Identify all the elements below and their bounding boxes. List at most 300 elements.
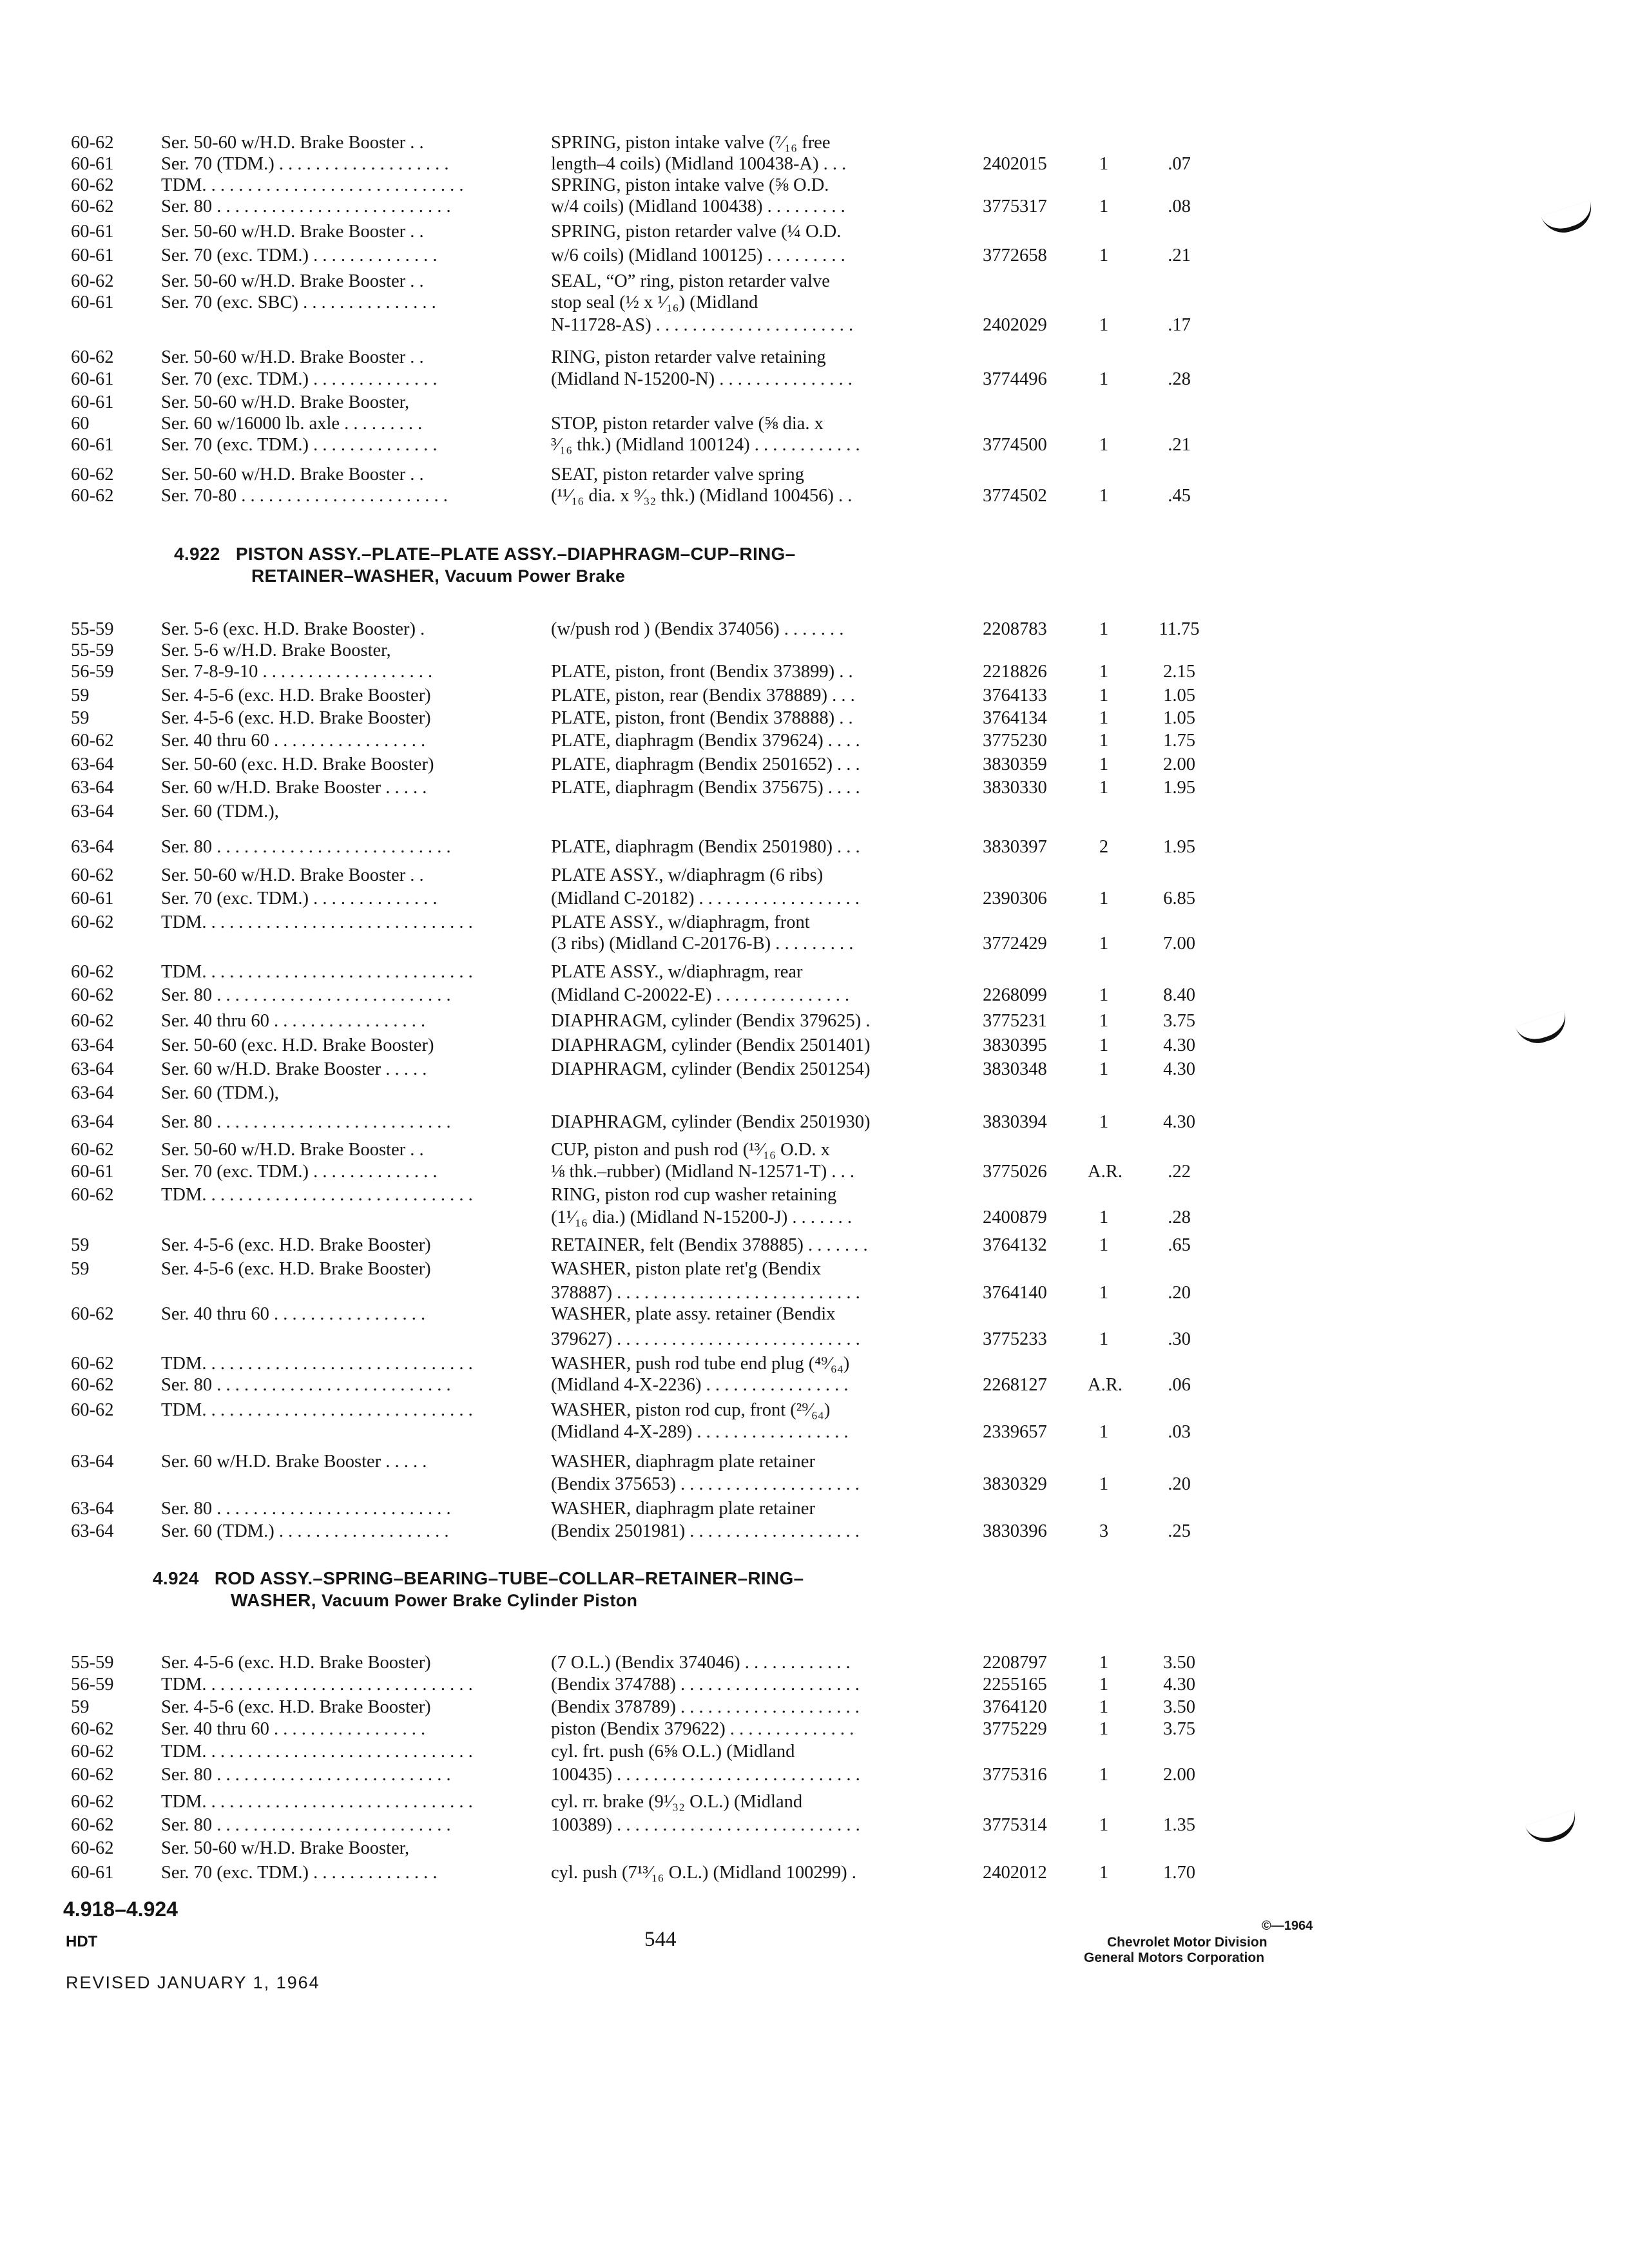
applicability-cell: TDM. . . . . . . . . . . . . . . . . . . . . . . . . . . . . . (161, 1792, 473, 1812)
years-cell: 60-62 (71, 1011, 114, 1031)
price-cell: .30 (1168, 1329, 1191, 1349)
years-cell: 55-59 (71, 640, 114, 660)
description-cell: DIAPHRAGM, cylinder (Bendix 379625) . (551, 1011, 871, 1031)
quantity-cell: 1 (1099, 245, 1109, 265)
years-cell: 60-61 (71, 392, 114, 412)
price-cell: .28 (1168, 369, 1191, 389)
applicability-cell: Ser. 70 (exc. TDM.) . . . . . . . . . . . . . . (161, 1863, 438, 1883)
section-title-line2: RETAINER–WASHER, (251, 566, 440, 586)
years-cell: 60-61 (71, 1162, 114, 1182)
description-cell: DIAPHRAGM, cylinder (Bendix 2501254) (551, 1059, 871, 1079)
quantity-cell: 1 (1099, 1863, 1109, 1883)
applicability-cell: Ser. 70 (exc. SBC) . . . . . . . . . . . . . . . (161, 293, 436, 312)
years-cell: 60-62 (71, 133, 114, 153)
years-cell: 60-61 (71, 369, 114, 389)
years-cell: 56-59 (71, 662, 114, 682)
price-cell: 2.00 (1163, 754, 1195, 774)
quantity-cell: 1 (1099, 778, 1109, 798)
description-cell: PLATE, piston, front (Bendix 373899) . . (551, 662, 853, 682)
description-cell: STOP, piston retarder valve (⅝ dia. x (551, 414, 824, 434)
applicability-cell: Ser. 60 w/16000 lb. axle . . . . . . . . . (161, 414, 423, 434)
price-cell: 1.75 (1163, 731, 1195, 751)
applicability-cell: Ser. 80 . . . . . . . . . . . . . . . . . . . . . . . . . . (161, 1499, 451, 1519)
quantity-cell: 1 (1099, 662, 1109, 682)
quantity-cell: 1 (1099, 686, 1109, 706)
years-cell: 63-64 (71, 754, 114, 774)
part-number-cell: 3772429 (983, 934, 1047, 954)
applicability-cell: Ser. 80 . . . . . . . . . . . . . . . . . . . . . . . . . . (161, 1765, 451, 1785)
applicability-cell: TDM. . . . . . . . . . . . . . . . . . . . . . . . . . . . . . (161, 1675, 473, 1695)
applicability-cell: Ser. 50-60 w/H.D. Brake Booster, (161, 392, 410, 412)
description-cell: WASHER, diaphragm plate retainer (551, 1499, 815, 1519)
part-number-cell: 3764134 (983, 708, 1047, 728)
part-number-cell: 2402012 (983, 1863, 1047, 1883)
section-title-suffix: Vacuum Power Brake (445, 566, 626, 586)
part-number-cell: 3775230 (983, 731, 1047, 751)
price-cell: .07 (1168, 154, 1191, 174)
price-cell: .20 (1168, 1283, 1191, 1303)
price-cell: 1.70 (1163, 1863, 1195, 1883)
years-cell: 60-62 (71, 1765, 114, 1785)
years-cell: 60-62 (71, 347, 114, 367)
applicability-cell: Ser. 60 w/H.D. Brake Booster . . . . . (161, 1452, 427, 1472)
applicability-cell: Ser. 50-60 w/H.D. Brake Booster . . (161, 133, 424, 153)
description-cell: N-11728-AS) . . . . . . . . . . . . . . . . . . . . . . (551, 315, 854, 335)
price-cell: .25 (1168, 1521, 1191, 1541)
price-cell: 6.85 (1163, 889, 1195, 908)
section-subheading-4922 (251, 565, 625, 587)
price-cell: .21 (1168, 435, 1191, 455)
description-cell: DIAPHRAGM, cylinder (Bendix 2501930) (551, 1112, 871, 1132)
price-cell: .08 (1168, 197, 1191, 216)
price-cell: .20 (1168, 1474, 1191, 1494)
applicability-cell: TDM. . . . . . . . . . . . . . . . . . . . . . . . . . . . . . (161, 1185, 473, 1205)
quantity-cell: 1 (1099, 486, 1109, 506)
part-number-cell: 3775316 (983, 1765, 1047, 1785)
applicability-cell: TDM. . . . . . . . . . . . . . . . . . . . . . . . . . . . . . (161, 1400, 473, 1420)
years-cell: 60-61 (71, 435, 114, 455)
applicability-cell: Ser. 5-6 w/H.D. Brake Booster, (161, 640, 391, 660)
price-cell: 4.30 (1163, 1675, 1195, 1695)
description-cell: (Midland 4-X-289) . . . . . . . . . . . . . . . . . (551, 1422, 849, 1442)
price-cell: 4.30 (1163, 1112, 1195, 1132)
years-cell: 59 (71, 686, 90, 706)
price-cell: 4.30 (1163, 1035, 1195, 1055)
years-cell: 63-64 (71, 1035, 114, 1055)
description-cell: (Midland C-20182) . . . . . . . . . . . . . . . . . . (551, 889, 860, 908)
applicability-cell: Ser. 60 w/H.D. Brake Booster . . . . . (161, 1059, 427, 1079)
applicability-cell: Ser. 50-60 w/H.D. Brake Booster, (161, 1838, 410, 1858)
description-cell: RING, piston rod cup washer retaining (551, 1185, 837, 1205)
price-cell: .22 (1168, 1162, 1191, 1182)
section-title-line1: PISTON ASSY.–PLATE–PLATE ASSY.–DIAPHRAGM–CUP–RING– (235, 544, 796, 564)
years-cell: 63-64 (71, 778, 114, 798)
price-cell: 7.00 (1163, 934, 1195, 954)
quantity-cell: 1 (1099, 1474, 1109, 1494)
years-cell: 60-62 (71, 1815, 114, 1835)
applicability-cell: Ser. 50-60 w/H.D. Brake Booster . . (161, 347, 424, 367)
applicability-cell: Ser. 50-60 w/H.D. Brake Booster . . (161, 222, 424, 242)
years-cell: 60-62 (71, 1140, 114, 1160)
quantity-cell: 1 (1099, 1283, 1109, 1303)
years-cell: 55-59 (71, 1653, 114, 1673)
part-number-cell: 3774502 (983, 486, 1047, 506)
description-cell: SPRING, piston intake valve (⁷⁄₁₆ free (551, 133, 831, 153)
description-cell: PLATE, piston, rear (Bendix 378889) . . . (551, 686, 855, 706)
years-cell: 60-62 (71, 175, 114, 195)
quantity-cell: 1 (1099, 197, 1109, 216)
applicability-cell: Ser. 50-60 w/H.D. Brake Booster . . (161, 465, 424, 485)
description-cell: (Bendix 375653) . . . . . . . . . . . . . . . . . . . . (551, 1474, 860, 1494)
footer-code: HDT (66, 1933, 98, 1950)
applicability-cell: Ser. 50-60 w/H.D. Brake Booster . . (161, 271, 424, 291)
description-cell: SPRING, piston intake valve (⅝ O.D. (551, 175, 829, 195)
part-number-cell: 2400879 (983, 1207, 1047, 1227)
years-cell: 60-61 (71, 1863, 114, 1883)
section-subheading-4924 (231, 1590, 637, 1611)
years-cell: 59 (71, 708, 90, 728)
part-number-cell: 3772658 (983, 245, 1047, 265)
applicability-cell: Ser. 80 . . . . . . . . . . . . . . . . . . . . . . . . . . (161, 1375, 451, 1395)
applicability-cell: TDM. . . . . . . . . . . . . . . . . . . . . . . . . . . . . . (161, 962, 473, 982)
section-heading-4922 (174, 543, 796, 565)
price-cell: 8.40 (1163, 985, 1195, 1005)
description-cell: w/6 coils) (Midland 100125) . . . . . . . . . (551, 245, 845, 265)
part-number-cell: 3764140 (983, 1283, 1047, 1303)
description-cell: (Bendix 374788) . . . . . . . . . . . . . . . . . . . . (551, 1675, 860, 1695)
section-number: 4.922 (174, 544, 220, 564)
price-cell: 3.75 (1163, 1011, 1195, 1031)
footer-section-range: 4.918–4.924 (63, 1898, 178, 1921)
description-cell: SEAL, “O” ring, piston retarder valve (551, 271, 830, 291)
applicability-cell: Ser. 50-60 w/H.D. Brake Booster . . (161, 1140, 424, 1160)
years-cell: 60-62 (71, 486, 114, 506)
applicability-cell: Ser. 80 . . . . . . . . . . . . . . . . . . . . . . . . . . (161, 837, 451, 857)
quantity-cell: 1 (1099, 369, 1109, 389)
footer-corporation: General Motors Corporation (1084, 1950, 1265, 1965)
quantity-cell: 1 (1099, 889, 1109, 908)
applicability-cell: Ser. 50-60 (exc. H.D. Brake Booster) (161, 754, 434, 774)
applicability-cell: TDM. . . . . . . . . . . . . . . . . . . . . . . . . . . . . . (161, 912, 473, 932)
applicability-cell: Ser. 70 (exc. TDM.) . . . . . . . . . . . . . . (161, 889, 438, 908)
years-cell: 59 (71, 1235, 90, 1255)
description-cell: (Bendix 378789) . . . . . . . . . . . . . . . . . . . . (551, 1697, 860, 1717)
footer-page-number: 544 (644, 1928, 677, 1951)
description-cell: PLATE ASSY., w/diaphragm, rear (551, 962, 803, 982)
description-cell: WASHER, push rod tube end plug (⁴⁹⁄₆₄) (551, 1354, 850, 1374)
price-cell: 1.95 (1163, 778, 1195, 798)
years-cell: 60-62 (71, 1742, 114, 1762)
years-cell: 60-62 (71, 1304, 114, 1324)
description-cell: stop seal (½ x ¹⁄₁₆) (Midland (551, 293, 758, 312)
price-cell: 11.75 (1159, 619, 1200, 639)
years-cell: 60-62 (71, 1838, 114, 1858)
years-cell: 60-61 (71, 293, 114, 312)
years-cell: 63-64 (71, 802, 114, 822)
part-number-cell: 3830359 (983, 754, 1047, 774)
description-cell: WASHER, piston plate ret'g (Bendix (551, 1259, 822, 1279)
description-cell: PLATE, diaphragm (Bendix 379624) . . . . (551, 731, 860, 751)
part-number-cell: 2268099 (983, 985, 1047, 1005)
years-cell: 60-62 (71, 731, 114, 751)
applicability-cell: TDM. . . . . . . . . . . . . . . . . . . . . . . . . . . . . . (161, 1354, 473, 1374)
section-title-suffix: Vacuum Power Brake Cylinder Piston (321, 1591, 638, 1610)
price-cell: 3.50 (1163, 1697, 1195, 1717)
years-cell: 63-64 (71, 1521, 114, 1541)
years-cell: 60-62 (71, 912, 114, 932)
applicability-cell: Ser. 7-8-9-10 . . . . . . . . . . . . . . . . . . . (161, 662, 433, 682)
description-cell: ⅛ thk.–rubber) (Midland N-12571-T) . . . (551, 1162, 854, 1182)
part-number-cell: 2255165 (983, 1675, 1047, 1695)
years-cell: 60-62 (71, 197, 114, 216)
description-cell: ³⁄₁₆ thk.) (Midland 100124) . . . . . . . . . . . . (551, 435, 860, 455)
price-cell: 2.00 (1163, 1765, 1195, 1785)
quantity-cell: 1 (1099, 619, 1109, 639)
years-cell: 60-62 (71, 865, 114, 885)
description-cell: CUP, piston and push rod (¹³⁄₁₆ O.D. x (551, 1140, 830, 1160)
quantity-cell: A.R. (1088, 1162, 1123, 1182)
applicability-cell: Ser. 50-60 (exc. H.D. Brake Booster) (161, 1035, 434, 1055)
part-number-cell: 3830394 (983, 1112, 1047, 1132)
applicability-cell: Ser. 40 thru 60 . . . . . . . . . . . . . . . . . (161, 1011, 426, 1031)
years-cell: 60-62 (71, 985, 114, 1005)
quantity-cell: 1 (1099, 708, 1109, 728)
applicability-cell: Ser. 70 (exc. TDM.) . . . . . . . . . . . . . . (161, 435, 438, 455)
price-cell: 1.95 (1163, 837, 1195, 857)
price-cell: .17 (1168, 315, 1191, 335)
quantity-cell: 1 (1099, 1059, 1109, 1079)
section-number: 4.924 (153, 1568, 199, 1588)
description-cell: SEAT, piston retarder valve spring (551, 465, 804, 485)
part-number-cell: 3764133 (983, 686, 1047, 706)
description-cell: WASHER, plate assy. retainer (Bendix (551, 1304, 836, 1324)
quantity-cell: 1 (1099, 1697, 1109, 1717)
description-cell: WASHER, diaphragm plate retainer (551, 1452, 815, 1472)
price-cell: 4.30 (1163, 1059, 1195, 1079)
applicability-cell: Ser. 4-5-6 (exc. H.D. Brake Booster) (161, 1653, 431, 1673)
price-cell: 1.35 (1163, 1815, 1195, 1835)
years-cell: 60-61 (71, 154, 114, 174)
part-number-cell: 3830396 (983, 1521, 1047, 1541)
price-cell: .03 (1168, 1422, 1191, 1442)
quantity-cell: 1 (1099, 1765, 1109, 1785)
part-number-cell: 2218826 (983, 662, 1047, 682)
years-cell: 55-59 (71, 619, 114, 639)
description-cell: RETAINER, felt (Bendix 378885) . . . . . . . (551, 1235, 868, 1255)
applicability-cell: Ser. 50-60 w/H.D. Brake Booster . . (161, 865, 424, 885)
scan-mark (1541, 200, 1597, 239)
part-number-cell: 2402015 (983, 154, 1047, 174)
quantity-cell: 1 (1099, 1653, 1109, 1673)
part-number-cell: 3775231 (983, 1011, 1047, 1031)
description-cell: 379627) . . . . . . . . . . . . . . . . . . . . . . . . . . . (551, 1329, 860, 1349)
part-number-cell: 3775233 (983, 1329, 1047, 1349)
quantity-cell: 1 (1099, 1011, 1109, 1031)
applicability-cell: Ser. 60 w/H.D. Brake Booster . . . . . (161, 778, 427, 798)
description-cell: WASHER, piston rod cup, front (²⁹⁄₆₄) (551, 1400, 831, 1420)
years-cell: 60-61 (71, 245, 114, 265)
section-title-line1: ROD ASSY.–SPRING–BEARING–TUBE–COLLAR–RETAINER–RING– (214, 1568, 804, 1588)
applicability-cell: Ser. 4-5-6 (exc. H.D. Brake Booster) (161, 708, 431, 728)
footer-copyright: ©—1964 (1262, 1919, 1313, 1933)
price-cell: 2.15 (1163, 662, 1195, 682)
quantity-cell: 1 (1099, 985, 1109, 1005)
scan-mark (1515, 1011, 1572, 1050)
years-cell: 63-64 (71, 1499, 114, 1519)
years-cell: 60-61 (71, 222, 114, 242)
quantity-cell: 1 (1099, 435, 1109, 455)
description-cell: SPRING, piston retarder valve (¼ O.D. (551, 222, 842, 242)
part-number-cell: 3830395 (983, 1035, 1047, 1055)
description-cell: RING, piston retarder valve retaining (551, 347, 826, 367)
quantity-cell: 1 (1099, 1422, 1109, 1442)
quantity-cell: 1 (1099, 154, 1109, 174)
part-number-cell: 3775314 (983, 1815, 1047, 1835)
price-cell: 3.50 (1163, 1653, 1195, 1673)
applicability-cell: Ser. 70 (exc. TDM.) . . . . . . . . . . . . . . (161, 1162, 438, 1182)
quantity-cell: 1 (1099, 1035, 1109, 1055)
years-cell: 60-62 (71, 465, 114, 485)
quantity-cell: 2 (1099, 837, 1109, 857)
part-number-cell: 3830397 (983, 837, 1047, 857)
description-cell: 100389) . . . . . . . . . . . . . . . . . . . . . . . . . . . (551, 1815, 860, 1835)
section-heading-4924 (153, 1568, 804, 1590)
applicability-cell: TDM. . . . . . . . . . . . . . . . . . . . . . . . . . . . . (161, 175, 464, 195)
description-cell: 378887) . . . . . . . . . . . . . . . . . . . . . . . . . . . (551, 1283, 860, 1303)
quantity-cell: 1 (1099, 1815, 1109, 1835)
price-cell: .21 (1168, 245, 1191, 265)
years-cell: 59 (71, 1259, 90, 1279)
part-number-cell: 3775229 (983, 1719, 1047, 1739)
years-cell: 60-61 (71, 889, 114, 908)
years-cell: 63-64 (71, 837, 114, 857)
applicability-cell: Ser. 70 (TDM.) . . . . . . . . . . . . . . . . . . . (161, 154, 449, 174)
years-cell: 63-64 (71, 1083, 114, 1103)
quantity-cell: 1 (1099, 1329, 1109, 1349)
applicability-cell: Ser. 60 (TDM.), (161, 1083, 279, 1103)
quantity-cell: 1 (1099, 731, 1109, 751)
applicability-cell: Ser. 70-80 . . . . . . . . . . . . . . . . . . . . . . . (161, 486, 448, 506)
applicability-cell: Ser. 4-5-6 (exc. H.D. Brake Booster) (161, 686, 431, 706)
quantity-cell: 1 (1099, 1235, 1109, 1255)
applicability-cell: Ser. 80 . . . . . . . . . . . . . . . . . . . . . . . . . . (161, 985, 451, 1005)
description-cell: PLATE, diaphragm (Bendix 375675) . . . . (551, 778, 860, 798)
applicability-cell: Ser. 60 (TDM.), (161, 802, 279, 822)
description-cell: PLATE, diaphragm (Bendix 2501652) . . . (551, 754, 860, 774)
applicability-cell: Ser. 4-5-6 (exc. H.D. Brake Booster) (161, 1697, 431, 1717)
description-cell: (7 O.L.) (Bendix 374046) . . . . . . . . . . . . (551, 1653, 851, 1673)
price-cell: .06 (1168, 1375, 1191, 1395)
part-number-cell: 3775317 (983, 197, 1047, 216)
description-cell: length–4 coils) (Midland 100438-A) . . . (551, 154, 847, 174)
price-cell: .65 (1168, 1235, 1191, 1255)
applicability-cell: Ser. 80 . . . . . . . . . . . . . . . . . . . . . . . . . . (161, 197, 451, 216)
description-cell: piston (Bendix 379622) . . . . . . . . . . . . . . (551, 1719, 854, 1739)
applicability-cell: Ser. 80 . . . . . . . . . . . . . . . . . . . . . . . . . . (161, 1815, 451, 1835)
description-cell: (1¹⁄₁₆ dia.) (Midland N-15200-J) . . . . . . . (551, 1207, 852, 1227)
part-number-cell: 2208783 (983, 619, 1047, 639)
part-number-cell: 2402029 (983, 315, 1047, 335)
years-cell: 60-62 (71, 1400, 114, 1420)
description-cell: (w/push rod ) (Bendix 374056) . . . . . . . (551, 619, 844, 639)
part-number-cell: 3830329 (983, 1474, 1047, 1494)
description-cell: cyl. rr. brake (9¹⁄₃₂ O.L.) (Midland (551, 1792, 803, 1812)
applicability-cell: Ser. 70 (exc. TDM.) . . . . . . . . . . . . . . (161, 369, 438, 389)
price-cell: 1.05 (1163, 686, 1195, 706)
footer-division: Chevrolet Motor Division (1107, 1935, 1268, 1950)
description-cell: PLATE, piston, front (Bendix 378888) . . (551, 708, 853, 728)
price-cell: 1.05 (1163, 708, 1195, 728)
quantity-cell: 1 (1099, 1112, 1109, 1132)
years-cell: 63-64 (71, 1452, 114, 1472)
years-cell: 59 (71, 1697, 90, 1717)
description-cell: PLATE ASSY., w/diaphragm, front (551, 912, 810, 932)
applicability-cell: Ser. 40 thru 60 . . . . . . . . . . . . . . . . . (161, 731, 426, 751)
description-cell: cyl. frt. push (6⅝ O.L.) (Midland (551, 1742, 795, 1762)
part-number-cell: 3830330 (983, 778, 1047, 798)
quantity-cell: 1 (1099, 1719, 1109, 1739)
years-cell: 63-64 (71, 1112, 114, 1132)
quantity-cell: 1 (1099, 934, 1109, 954)
years-cell: 60-62 (71, 1185, 114, 1205)
description-cell: PLATE, diaphragm (Bendix 2501980) . . . (551, 837, 860, 857)
description-cell: (Midland C-20022-E) . . . . . . . . . . . . . . . (551, 985, 850, 1005)
applicability-cell: Ser. 5-6 (exc. H.D. Brake Booster) . (161, 619, 425, 639)
part-number-cell: 3830348 (983, 1059, 1047, 1079)
quantity-cell: 1 (1099, 754, 1109, 774)
applicability-cell: Ser. 70 (exc. TDM.) . . . . . . . . . . . . . . (161, 245, 438, 265)
applicability-cell: Ser. 40 thru 60 . . . . . . . . . . . . . . . . . (161, 1304, 426, 1324)
years-cell: 56-59 (71, 1675, 114, 1695)
applicability-cell: Ser. 40 thru 60 . . . . . . . . . . . . . . . . . (161, 1719, 426, 1739)
part-number-cell: 2208797 (983, 1653, 1047, 1673)
years-cell: 60-62 (71, 1792, 114, 1812)
years-cell: 60-62 (71, 962, 114, 982)
part-number-cell: 3774496 (983, 369, 1047, 389)
years-cell: 63-64 (71, 1059, 114, 1079)
years-cell: 60-62 (71, 271, 114, 291)
price-cell: .45 (1168, 486, 1191, 506)
description-cell: DIAPHRAGM, cylinder (Bendix 2501401) (551, 1035, 871, 1055)
price-cell: .28 (1168, 1207, 1191, 1227)
description-cell: PLATE ASSY., w/diaphragm (6 ribs) (551, 865, 824, 885)
scan-mark (1525, 1810, 1581, 1849)
quantity-cell: A.R. (1088, 1375, 1123, 1395)
description-cell: (Midland 4-X-2236) . . . . . . . . . . . . . . . . (551, 1375, 849, 1395)
description-cell: (Midland N-15200-N) . . . . . . . . . . . . . . . (551, 369, 853, 389)
applicability-cell: Ser. 4-5-6 (exc. H.D. Brake Booster) (161, 1235, 431, 1255)
years-cell: 60-62 (71, 1354, 114, 1374)
part-number-cell: 3775026 (983, 1162, 1047, 1182)
quantity-cell: 1 (1099, 1207, 1109, 1227)
applicability-cell: Ser. 60 (TDM.) . . . . . . . . . . . . . . . . . . . (161, 1521, 449, 1541)
part-number-cell: 3774500 (983, 435, 1047, 455)
quantity-cell: 3 (1099, 1521, 1109, 1541)
description-cell: (Bendix 2501981) . . . . . . . . . . . . . . . . . . . (551, 1521, 860, 1541)
description-cell: w/4 coils) (Midland 100438) . . . . . . . . . (551, 197, 845, 216)
part-number-cell: 3764120 (983, 1697, 1047, 1717)
description-cell: (¹¹⁄₁₆ dia. x ⁹⁄₃₂ thk.) (Midland 100456) . . (551, 486, 853, 506)
price-cell: 3.75 (1163, 1719, 1195, 1739)
section-title-line2: WASHER, (231, 1590, 316, 1610)
years-cell: 60 (71, 414, 90, 434)
description-cell: 100435) . . . . . . . . . . . . . . . . . . . . . . . . . . . (551, 1765, 860, 1785)
quantity-cell: 1 (1099, 1675, 1109, 1695)
quantity-cell: 1 (1099, 315, 1109, 335)
part-number-cell: 2268127 (983, 1375, 1047, 1395)
part-number-cell: 2339657 (983, 1422, 1047, 1442)
footer-revised: REVISED JANUARY 1, 1964 (66, 1973, 320, 1992)
